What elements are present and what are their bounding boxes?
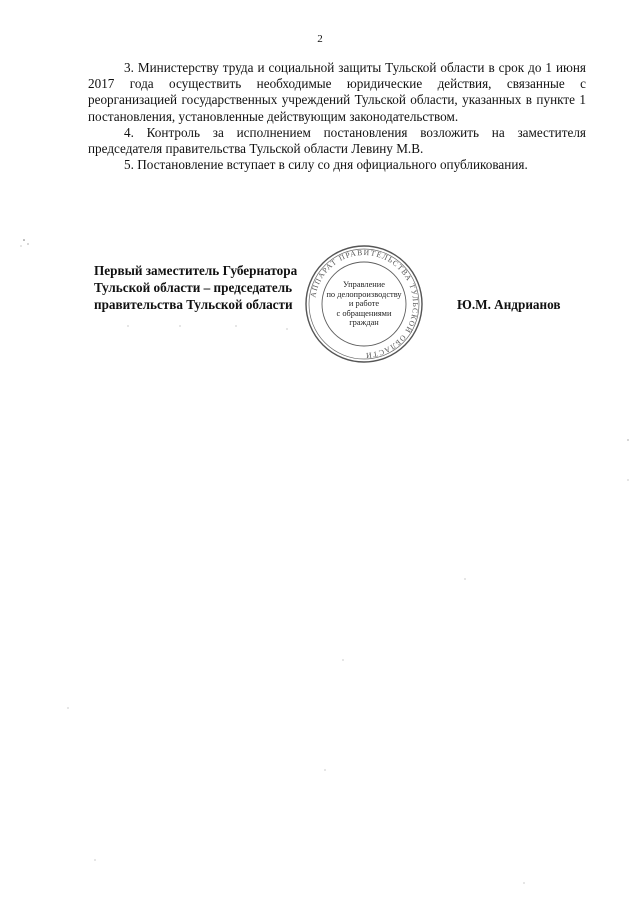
signatory-name: Ю.М. Андрианов [457, 297, 561, 312]
position-line: Тульской области – председатель [94, 280, 293, 295]
paragraph-3: 3. Министерству труда и социальной защиты Тульской области в срок до 1 июня 2017 года осуществить необходимые юридические действия, связанные с реорганизацией государственных учреждений Тульской области, указанных в пункте 1 постановления, установленные действующим законодательством. [88, 60, 586, 124]
seal-line: Управление [342, 280, 385, 289]
seal-line: с обращениями [336, 308, 392, 318]
paragraph-4: 4. Контроль за исполнением постановления возложить на заместителя председателя правительства Тульской области Левину М.В. [88, 124, 586, 157]
seal-line: граждан [349, 318, 379, 328]
page-number: 2 [317, 33, 323, 45]
paragraph-5: 5. Постановление вступает в силу со дня официального опубликования. [124, 157, 528, 173]
seal-line: и работе [348, 299, 380, 309]
seal-ring-text: АППАРАТ ПРАВИТЕЛЬСТВА ТУЛЬСКОЙ ОБЛАСТИ [308, 247, 421, 361]
position-line: правительства Тульской области [94, 297, 293, 312]
seal-line: по делопроизводству [326, 289, 402, 299]
position-line: Первый заместитель Губернатора [94, 263, 298, 278]
